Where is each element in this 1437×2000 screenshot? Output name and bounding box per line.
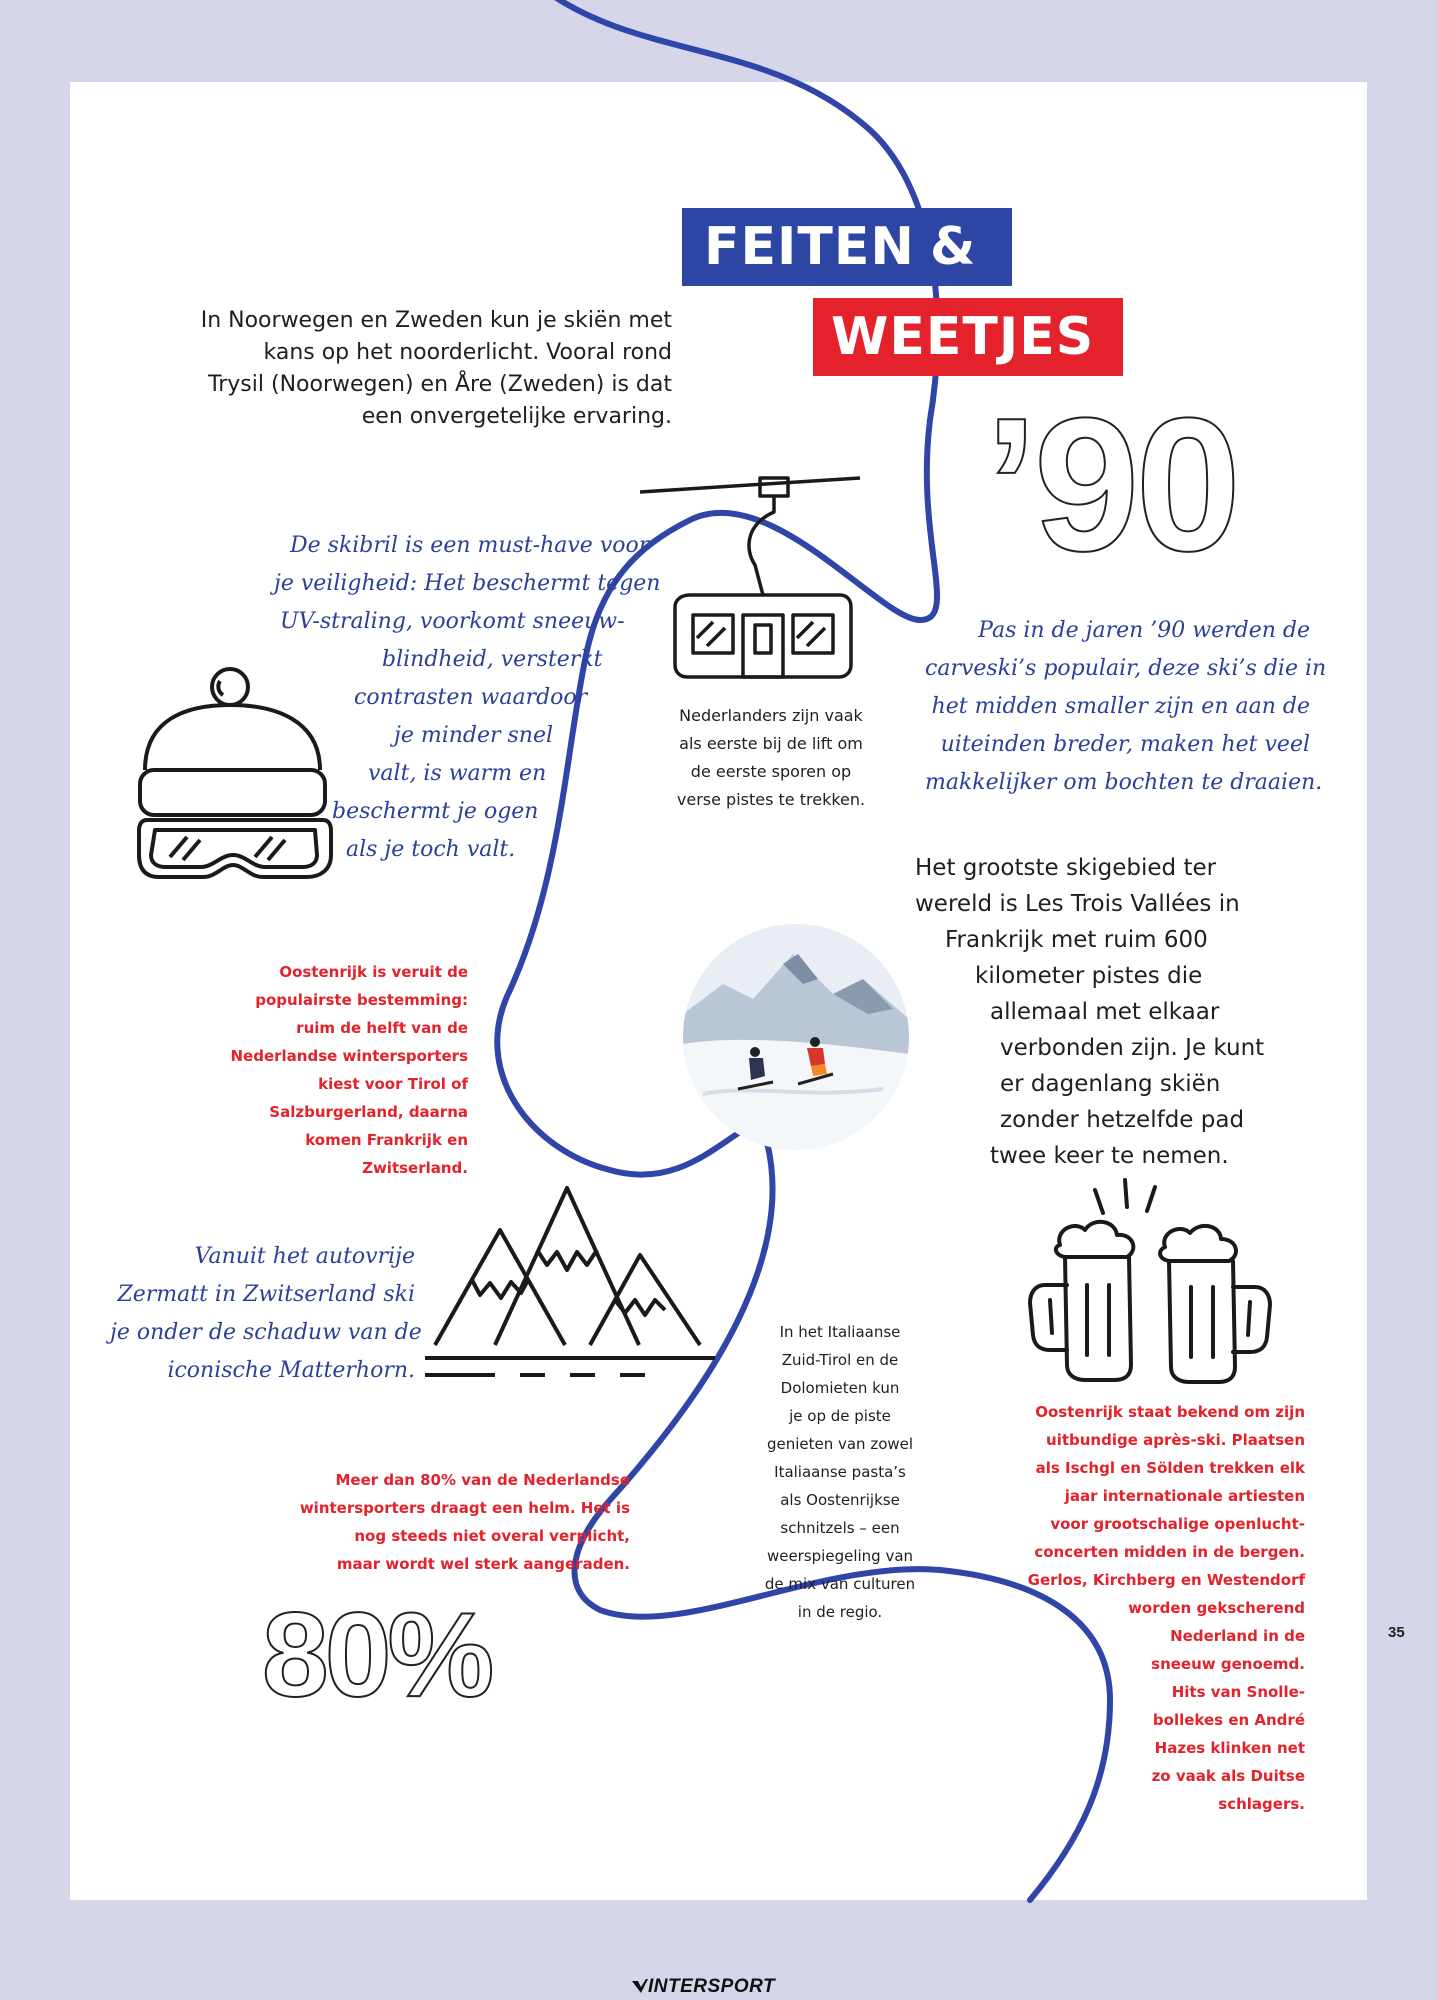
fact-line: Italiaanse pasta’s — [774, 1463, 906, 1481]
title-feiten — [682, 208, 1012, 286]
fact-line: Trysil (Noorwegen) en Åre (Zweden) is dat — [208, 372, 672, 397]
fact-line: iconische Matterhorn. — [167, 1358, 415, 1383]
fact-oostenrijk — [190, 958, 468, 1182]
fact-line: Frankrijk met ruim 600 — [945, 927, 1208, 953]
fact-line: allemaal met elkaar — [990, 999, 1220, 1025]
fact-line: er dagenlang skiën — [1000, 1071, 1221, 1097]
fact-line: een onvergetelijke ervaring. — [361, 404, 672, 429]
fact-line: populairste bestemming: — [255, 991, 468, 1009]
eighty-percent-number: 80% — [262, 1588, 491, 1722]
fact-line: als Oostenrijkse — [780, 1491, 900, 1509]
fact-line: als eerste bij de lift om — [679, 734, 863, 753]
fact-line: Gerlos, Kirchberg en Westendorf — [1027, 1571, 1305, 1589]
fact-noorwegen — [160, 305, 672, 433]
fact-line: je veiligheid: Het beschermt tegen — [274, 571, 661, 596]
fact-line: Nederlandse wintersporters — [230, 1047, 468, 1065]
intersport-logo-mark — [632, 1979, 648, 1993]
fact-line: je op de piste — [789, 1407, 891, 1425]
fact-line: De skibril is een must-have voor — [290, 533, 650, 558]
fact-line: het midden smaller zijn en aan de — [931, 694, 1310, 719]
fact-line: als Ischgl en Sölden trekken elk — [1035, 1459, 1305, 1477]
fact-line: komen Frankrijk en — [305, 1131, 468, 1149]
fact-line: valt, is warm en — [368, 761, 547, 786]
fact-helm — [240, 1466, 630, 1578]
title-ampersand: & — [930, 217, 977, 277]
mountains-icon — [425, 1180, 715, 1380]
fact-line: weerspiegeling van — [766, 1547, 914, 1565]
fact-line: kans op het noorderlicht. Vooral rond — [263, 340, 672, 365]
fact-line: zo vaak als Duitse — [1151, 1767, 1305, 1785]
fact-line: Salzburgerland, daarna — [269, 1103, 468, 1121]
fact-line: sneeuw genoemd. — [1151, 1655, 1305, 1673]
fact-line: Oostenrijk staat bekend om zijn — [1035, 1403, 1305, 1421]
fact-line: blindheid, versterkt — [382, 647, 603, 672]
fact-line: In Noorwegen en Zweden kun je skiën met — [200, 308, 672, 333]
fact-line: kiest voor Tirol of — [318, 1075, 468, 1093]
fact-line: In het Italiaanse — [779, 1323, 901, 1341]
fact-line: de mix van culturen — [764, 1575, 916, 1593]
brand-name: INTERSPORT — [648, 1976, 776, 1997]
fact-line: kilometer pistes die — [975, 963, 1203, 989]
page-number: 35 — [1388, 1624, 1405, 1641]
intersport-logo — [632, 1976, 775, 1998]
fact-line: Hits van Snolle- — [1171, 1683, 1305, 1701]
fact-line: Nederland in de — [1170, 1627, 1305, 1645]
fact-skibril — [270, 527, 661, 869]
title-line1: FEITEN — [704, 217, 915, 277]
fact-line: Nederlanders zijn vaak — [679, 706, 863, 725]
title-line2: WEETJES — [831, 307, 1095, 367]
title-weetjes — [813, 298, 1123, 376]
fact-line: carveski’s populair, deze ski’s die in — [925, 656, 1327, 681]
fact-line: bollekes en André — [1152, 1711, 1305, 1729]
nineties-number: ’90 — [985, 379, 1238, 591]
fact-line: beschermt je ogen — [332, 799, 539, 824]
fact-line: Dolomieten kun — [780, 1379, 900, 1397]
fact-line: maar wordt wel sterk aangeraden. — [336, 1555, 630, 1573]
ski-photo — [683, 924, 909, 1150]
fact-line: Hazes klinken net — [1154, 1739, 1305, 1757]
fact-line: verbonden zijn. Je kunt — [1000, 1035, 1265, 1061]
fact-lift — [650, 702, 892, 814]
fact-line: contrasten waardoor — [354, 685, 588, 710]
fact-line: Meer dan 80% van de Nederlandse — [335, 1471, 630, 1489]
fact-line: zonder hetzelfde pad — [1000, 1107, 1245, 1133]
fact-line: schlagers. — [1218, 1795, 1305, 1813]
fact-line: uitbundige après-ski. Plaatsen — [1046, 1431, 1305, 1449]
fact-line: je minder snel — [394, 723, 554, 748]
gondola-icon — [635, 470, 865, 690]
fact-line: Zermatt in Zwitserland ski — [117, 1282, 415, 1307]
fact-line: Pas in de jaren ’90 werden de — [978, 618, 1310, 643]
fact-line: in de regio. — [797, 1603, 883, 1621]
fact-line: wereld is Les Trois Vallées in — [915, 891, 1240, 917]
fact-line: schnitzels – een — [780, 1519, 900, 1537]
fact-line: genieten van zowel — [766, 1435, 914, 1453]
fact-line: Zuid-Tirol en de — [781, 1351, 899, 1369]
fact-line: jaar internationale artiesten — [1064, 1487, 1305, 1505]
fact-line: als je toch valt. — [346, 837, 516, 862]
fact-line: makkelijker om bochten te draaien. — [925, 770, 1323, 795]
fact-line: ruim de helft van de — [296, 1019, 468, 1037]
fact-line: voor grootschalige openlucht- — [1050, 1515, 1305, 1533]
fact-line: twee keer te nemen. — [990, 1143, 1229, 1169]
fact-line: concerten midden in de bergen. — [1034, 1543, 1305, 1561]
fact-line: UV-straling, voorkomt sneeuw- — [280, 609, 625, 634]
fact-line: worden gekscherend — [1128, 1599, 1305, 1617]
fact-line: de eerste sporen op — [690, 762, 852, 781]
fact-line: Zwitserland. — [362, 1159, 468, 1177]
fact-zermatt — [110, 1238, 422, 1390]
fact-line: verse pistes te trekken. — [676, 790, 866, 809]
fact-italia — [740, 1318, 940, 1626]
fact-trois-vallees — [910, 850, 1300, 1174]
beer-mugs-icon — [1015, 1175, 1285, 1395]
fact-carveski — [925, 612, 1327, 802]
fact-line: wintersporters draagt een helm. Het is — [299, 1499, 630, 1517]
fact-line: uiteinden breder, maken het veel — [940, 732, 1310, 757]
fact-line: nog steeds niet overal verplicht, — [354, 1527, 630, 1545]
fact-line: Oostenrijk is veruit de — [279, 963, 468, 981]
fact-line: je onder de schaduw van de — [110, 1320, 422, 1345]
fact-line: Vanuit het autovrije — [194, 1244, 415, 1269]
fact-apres-ski — [960, 1398, 1305, 1818]
fact-line: Het grootste skigebied ter — [915, 855, 1217, 881]
